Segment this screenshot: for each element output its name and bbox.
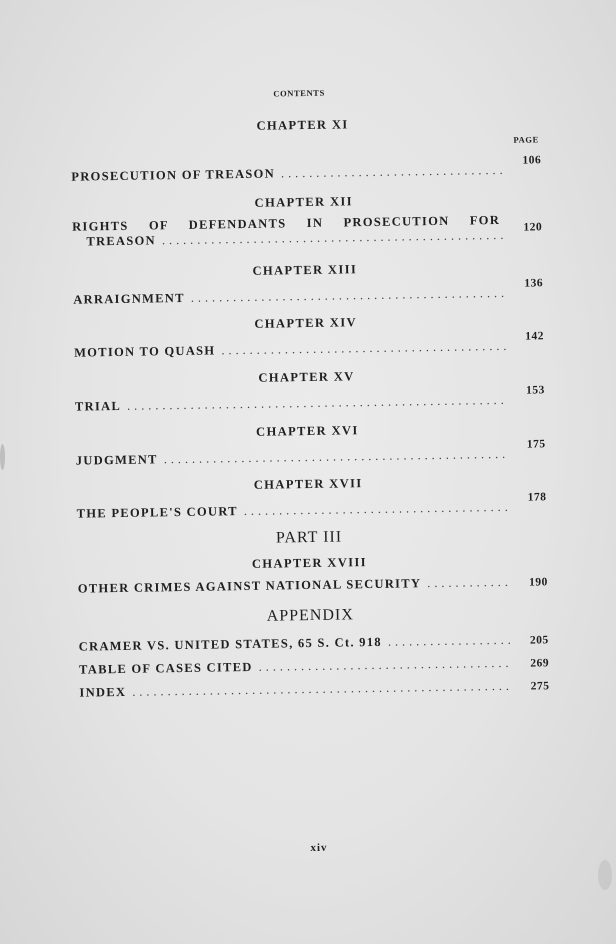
toc-entry-arraignment[interactable] [73,277,544,307]
toc-entry-judgment[interactable] [75,438,546,468]
part-heading: PART III [275,528,343,547]
entry-page-number: 175 [526,438,546,451]
chapter-heading-17: CHAPTER XVII [253,476,363,492]
entry-page-number: 142 [525,330,545,343]
leader-dots [259,656,512,675]
contents-heading: CONTENTS [273,87,325,99]
chapter-heading-15: CHAPTER XV [258,369,355,385]
entry-page-number: 190 [528,576,548,589]
leader-dots [427,575,510,591]
toc-entry-motion-to-quash[interactable] [74,330,545,360]
entry-page-number: 269 [530,657,550,670]
entry-title: TABLE OF CASES CITED [78,659,253,677]
page-column-label: PAGE [513,134,539,145]
chapter-heading-16: CHAPTER XVI [256,423,359,439]
leader-dots [191,286,506,306]
entry-title: MOTION TO QUASH [74,343,216,360]
leader-dots [281,163,504,181]
chapter-heading-13: CHAPTER XIII [252,262,358,278]
toc-entry-peoples-court[interactable] [76,491,547,521]
entry-page-number: 120 [523,221,543,234]
entry-title: CRAMER VS. UNITED STATES, 65 S. Ct. 918 [78,634,382,654]
entry-title: THE PEOPLE'S COURT [76,504,238,521]
scan-edge-mark [598,860,612,890]
entry-page-number: 205 [529,634,549,647]
entry-title-line1: RIGHTS OF DEFENDANTS IN PROSECUTION FOR [72,212,501,234]
entry-page-number: 136 [524,277,544,290]
toc-entry-prosecution-of-treason[interactable] [71,154,542,184]
entry-title: JUDGMENT [75,452,158,468]
entry-title: TRIAL [74,398,122,414]
entry-title: INDEX [79,684,127,700]
leader-dots [244,500,509,519]
toc-entry-trial[interactable] [74,384,545,414]
chapter-heading-12: CHAPTER XII [254,194,354,210]
chapter-heading-14: CHAPTER XIV [254,315,358,331]
chapter-heading-11: CHAPTER XI [256,117,349,133]
leader-dots [132,679,511,700]
appendix-heading: APPENDIX [266,606,354,625]
entry-title: PROSECUTION OF TREASON [71,166,276,184]
entry-title-line2: TREASON [86,233,157,249]
scan-edge-mark [0,444,5,470]
leader-dots [221,339,506,358]
entry-page-number: 178 [527,491,547,504]
leader-dots [127,393,507,414]
entry-title: ARRAIGNMENT [73,290,185,307]
chapter-heading-18: CHAPTER XVIII [251,555,368,571]
toc-entry-cramer[interactable] [79,632,549,654]
page-folio: xiv [310,841,328,855]
entry-page-number: 106 [522,154,542,167]
toc-entry-table-of-cases[interactable] [79,655,549,677]
toc-entry-other-crimes[interactable] [78,574,548,596]
leader-dots [164,447,508,467]
leader-dots [388,633,511,650]
toc-entry-index[interactable] [79,678,549,700]
entry-page-number: 153 [525,384,545,397]
toc-entry-rights-of-defendants[interactable] [72,212,542,249]
entry-page-number: 275 [530,680,550,693]
entry-title: OTHER CRIMES AGAINST NATIONAL SECURITY [77,576,422,596]
